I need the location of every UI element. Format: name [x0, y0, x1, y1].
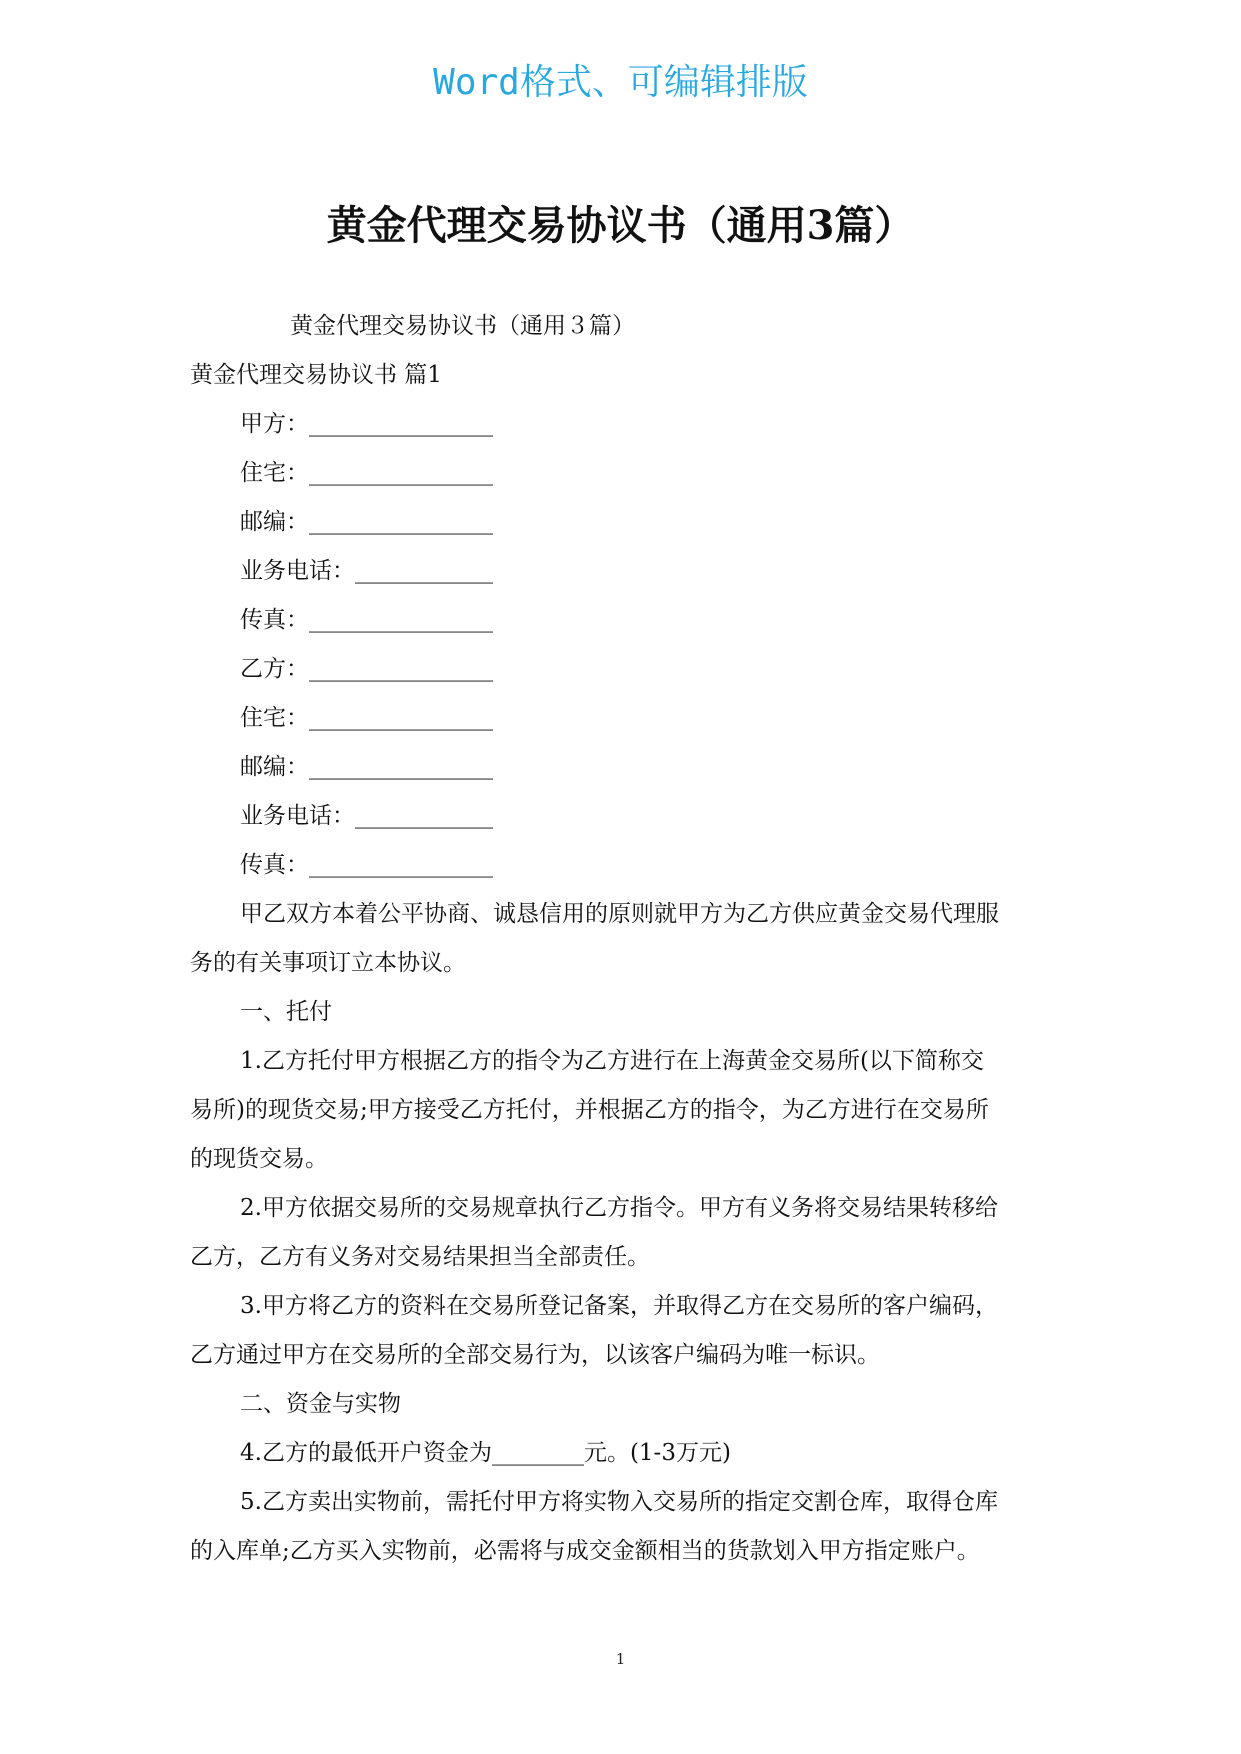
- party-field: 传真：________________: [240, 852, 493, 878]
- party-field: 传真：________________: [240, 607, 493, 633]
- party-field: 住宅：________________: [240, 705, 493, 731]
- document-subtitle: 黄金代理交易协议书（通用３篇）: [290, 313, 635, 339]
- page-number: 1: [615, 1650, 626, 1668]
- party-field: 住宅：________________: [240, 460, 493, 486]
- party-field: 邮编：________________: [240, 754, 493, 780]
- document-title: 黄金代理交易协议书（通用3篇）: [326, 202, 915, 249]
- heading-entrustment: 一、托付: [240, 999, 332, 1025]
- document-body: [190, 302, 1052, 1576]
- party-field: 乙方：________________: [240, 656, 493, 682]
- party-field: 甲方：________________: [240, 411, 493, 437]
- clause-2: 2.甲方依据交易所的交易规章执行乙方指令。甲方有义务将交易结果转移给 乙方，乙方有义务对交易结果担当全部责任。: [190, 1195, 998, 1270]
- heading-funds-and-goods: 二、资金与实物: [240, 1391, 401, 1417]
- clause-3: 3.甲方将乙方的资料在交易所登记备案，并取得乙方在交易所的客户编码， 乙方通过甲方在交易所的全部交易行为，以该客户编码为唯一标识。: [190, 1293, 998, 1368]
- clause-1: 1.乙方托付甲方根据乙方的指令为乙方进行在上海黄金交易所(以下简称交 易所)的现货交易;甲方接受乙方托付，并根据乙方的指令，为乙方进行在交易所 的现货交易。: [190, 1048, 989, 1172]
- paragraph-preamble: 甲乙双方本着公平协商、诚恳信用的原则就甲方为乙方供应黄金交易代理服 务的有关事项订立本协议。: [190, 901, 999, 976]
- clause-4: 4.乙方的最低开户资金为________元。(1-3万元): [240, 1440, 731, 1466]
- party-field: 业务电话：____________: [240, 558, 493, 584]
- party-field: 邮编：________________: [240, 509, 493, 535]
- section-heading: 黄金代理交易协议书 篇1: [190, 362, 442, 388]
- clause-5: 5.乙方卖出实物前，需托付甲方将实物入交易所的指定交割仓库，取得仓库 的入库单;乙方买入实物前，必需将与成交金额相当的货款划入甲方指定账户。: [190, 1489, 998, 1564]
- header-banner: Word格式、可编辑排版: [433, 62, 808, 103]
- party-field: 业务电话：____________: [240, 803, 493, 829]
